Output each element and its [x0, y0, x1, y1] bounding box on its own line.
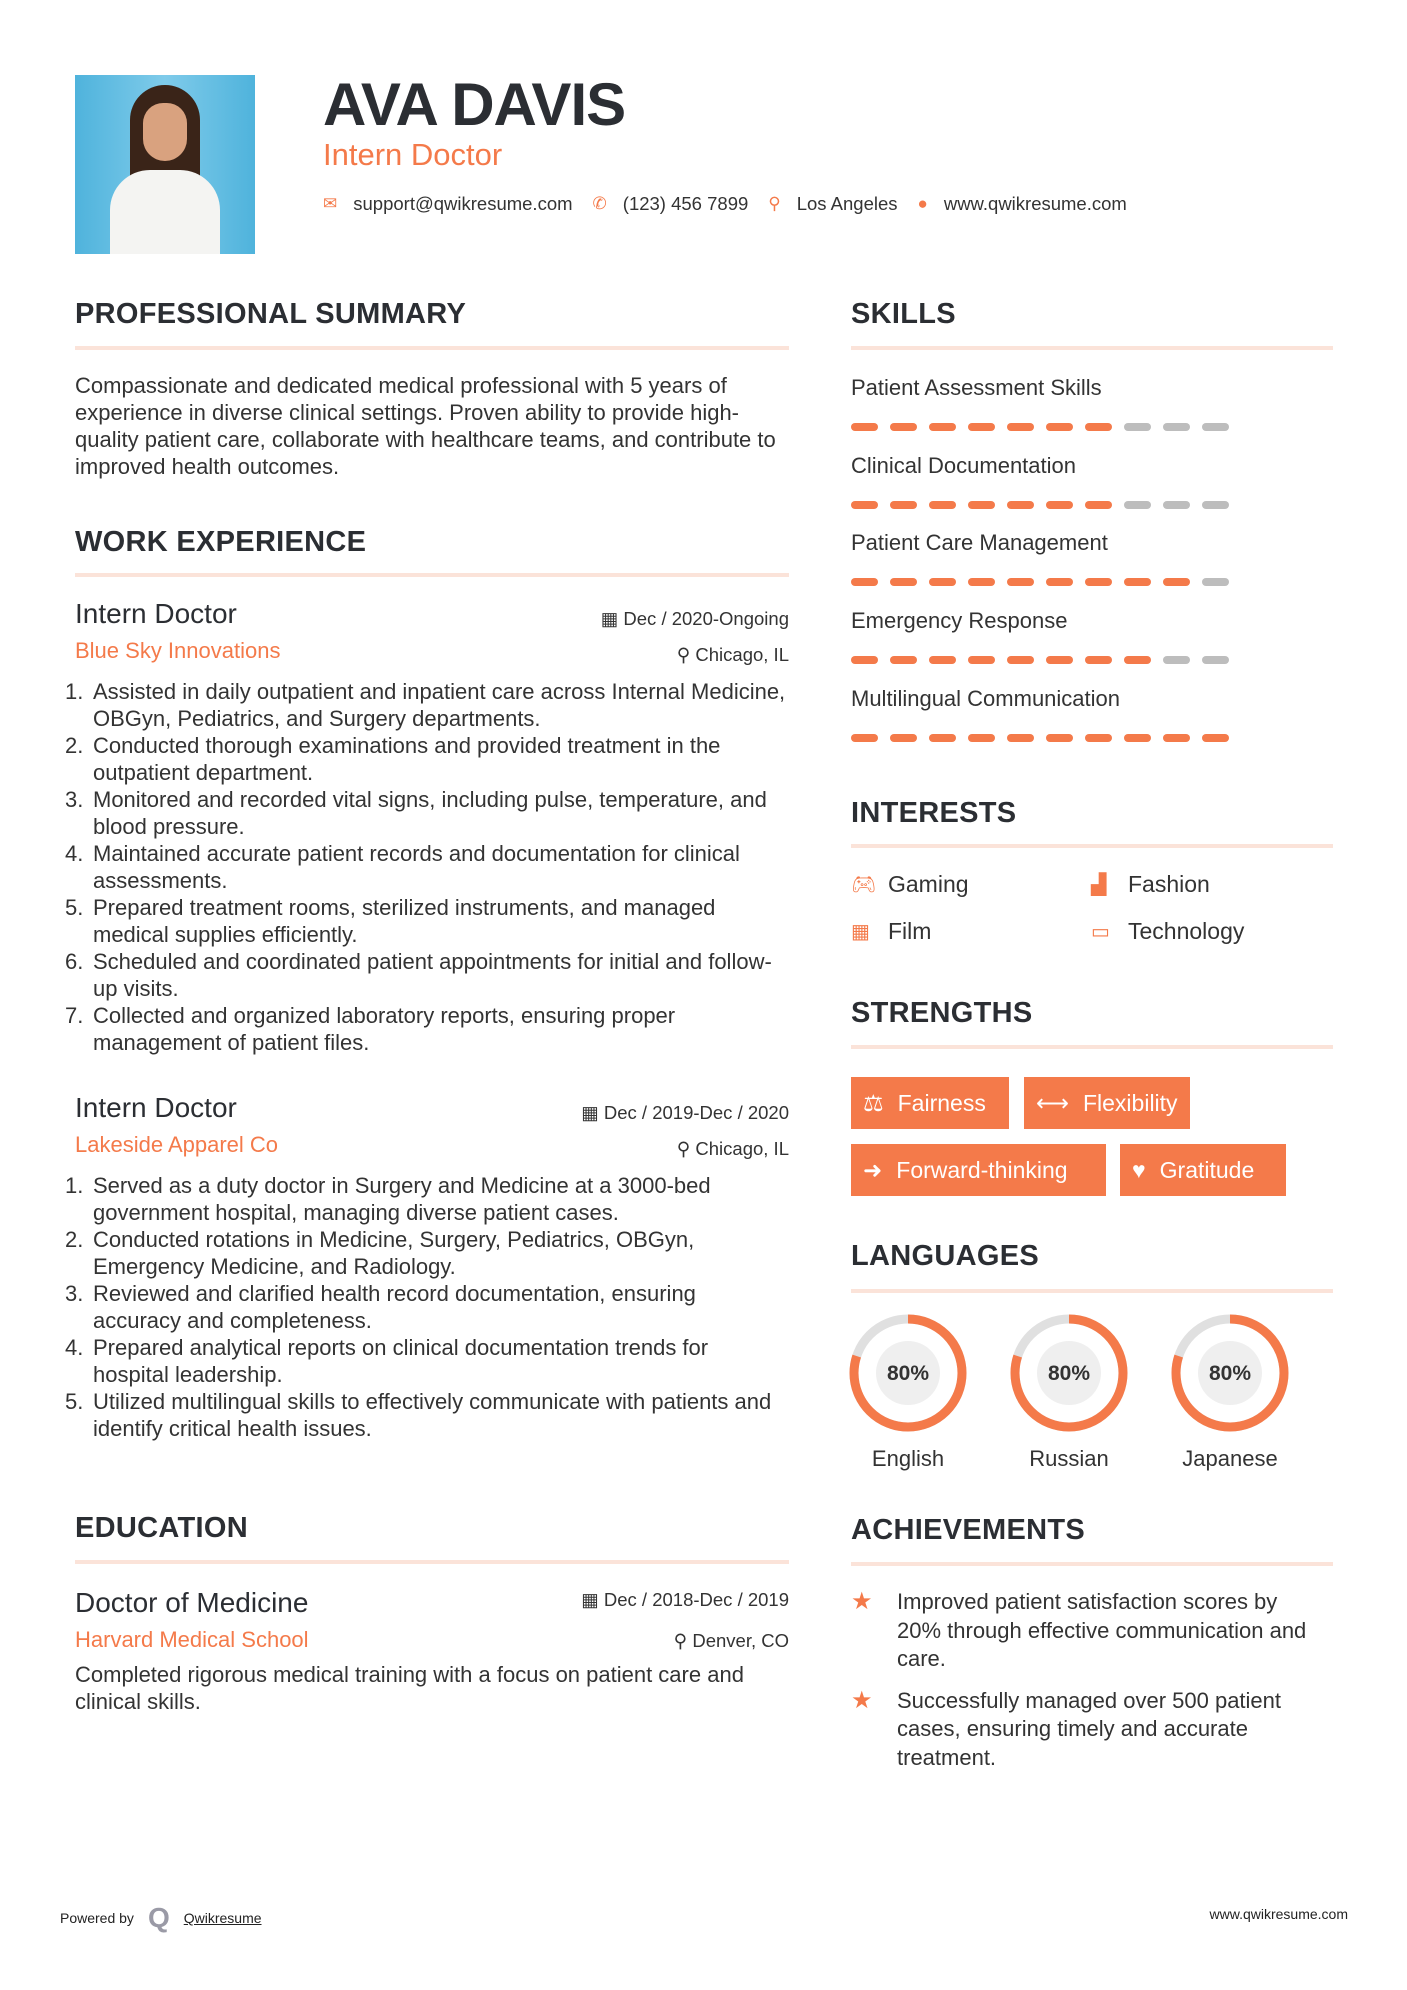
education-heading: EDUCATION — [75, 1512, 248, 1544]
skill-segment — [890, 734, 917, 742]
laptop-icon: ▭ — [1091, 921, 1110, 943]
shopping-bag-icon: ▟ — [1091, 874, 1107, 896]
duty-item: 4. Maintained accurate patient records and documentation for clinical assessments. — [65, 841, 740, 893]
skill-segment — [968, 578, 995, 586]
item-number: 5. — [65, 895, 84, 920]
skill-segment — [968, 501, 995, 509]
languages-list — [846, 1311, 1292, 1472]
job-title: Intern Doctor — [75, 1092, 237, 1123]
skill-level-bar — [851, 501, 1333, 509]
strength-tag: ♥ Gratitude — [1120, 1144, 1286, 1196]
interest-item: ▭ Technology — [1091, 918, 1245, 944]
language-item — [846, 1311, 970, 1472]
duty-item: 3. Monitored and recorded vital signs, including pulse, temperature, and blood pressure. — [65, 787, 767, 839]
gamepad-icon: 🎮︎ — [851, 874, 877, 896]
interest-item: ▟ Fashion — [1091, 871, 1210, 897]
item-number: 3. — [65, 787, 84, 812]
skill-segment — [929, 578, 956, 586]
skill-item — [851, 608, 1333, 686]
skill-segment — [1085, 423, 1112, 431]
footer-url[interactable]: www.qwikresume.com — [1209, 1906, 1348, 1922]
job-location: ⚲ Chicago, IL — [676, 644, 789, 665]
work-heading: WORK EXPERIENCE — [75, 526, 367, 558]
skill-level-bar — [851, 578, 1333, 586]
skill-segment — [1124, 423, 1151, 431]
phone-icon: ✆ — [592, 194, 607, 213]
job-duties — [65, 678, 789, 1056]
film-icon: ▦ — [851, 921, 870, 943]
skill-segment — [1046, 578, 1073, 586]
duty-item: 7. Collected and organized laboratory reports, ensuring proper management of patient files. — [65, 1003, 676, 1055]
achievements-list — [851, 1588, 1333, 1772]
divider — [75, 346, 789, 350]
skill-segment — [851, 656, 878, 664]
candidate-title: Intern Doctor — [323, 137, 503, 172]
skill-level-bar — [851, 423, 1333, 431]
item-number: 1. — [65, 679, 84, 704]
skill-segment — [1007, 734, 1034, 742]
skill-level-bar — [851, 656, 1333, 664]
item-number: 4. — [65, 1335, 84, 1360]
item-number: 2. — [65, 733, 84, 758]
skill-segment — [929, 501, 956, 509]
skill-segment — [1007, 578, 1034, 586]
skill-segment — [1046, 734, 1073, 742]
language-name: Japanese — [1182, 1446, 1278, 1471]
skill-item — [851, 530, 1333, 608]
item-number: 6. — [65, 949, 84, 974]
interests-list — [851, 871, 1333, 945]
skill-segment — [851, 423, 878, 431]
skill-segment — [1163, 423, 1190, 431]
calendar-icon: ▦ — [581, 1102, 604, 1123]
education-entry — [75, 1587, 789, 1715]
skill-segment — [929, 734, 956, 742]
skill-segment — [1085, 501, 1112, 509]
brand-link[interactable]: Qwikresume — [183, 1910, 262, 1926]
skill-segment — [968, 423, 995, 431]
skills-list — [851, 375, 1333, 763]
language-name: English — [871, 1446, 945, 1471]
skill-name: Clinical Documentation — [851, 452, 1076, 478]
skill-segment — [890, 423, 917, 431]
skill-segment — [1085, 578, 1112, 586]
skill-segment — [1163, 578, 1190, 586]
skill-segment — [1202, 578, 1229, 586]
skill-segment — [1085, 656, 1112, 664]
calendar-icon: ▦ — [581, 1589, 604, 1610]
skill-segment — [851, 734, 878, 742]
skill-segment — [1163, 501, 1190, 509]
arrow-right-icon: ➜ — [863, 1156, 883, 1183]
strength-tag: ⚖ Fairness — [851, 1077, 1009, 1129]
summary-heading: PROFESSIONAL SUMMARY — [75, 298, 467, 330]
pin-icon: ⚲ — [673, 1630, 693, 1651]
skill-segment — [1202, 734, 1229, 742]
skill-segment — [1124, 734, 1151, 742]
skill-segment — [968, 734, 995, 742]
divider — [75, 1560, 789, 1564]
skill-segment — [1046, 501, 1073, 509]
footer-powered: Powered by Q Qwikresume — [60, 1902, 262, 1933]
interests-heading: INTERESTS — [851, 797, 1017, 829]
duty-item: 1. Assisted in daily outpatient and inpatient care across Internal Medicine, OBGyn, Pediatrics, and Surgery departments. — [65, 679, 786, 731]
job-title: Intern Doctor — [75, 598, 237, 629]
duty-item: 2. Conducted thorough examinations and provided treatment in the outpatient department. — [65, 733, 721, 785]
heart-icon: ♥ — [1132, 1156, 1146, 1183]
skill-segment — [890, 578, 917, 586]
email[interactable]: support@qwikresume.com — [353, 193, 573, 214]
education-location: ⚲ Denver, CO — [673, 1630, 789, 1651]
job-1 — [65, 598, 789, 1056]
language-item — [1007, 1311, 1131, 1472]
contact-bar — [323, 193, 1147, 215]
calendar-icon: ▦ — [600, 608, 624, 629]
map-marker-icon: ⚲ — [768, 194, 781, 213]
duty-item: 2. Conducted rotations in Medicine, Surgery, Pediatrics, OBGyn, Emergency Medicine, and Radiology. — [65, 1227, 695, 1279]
language-donut — [1007, 1311, 1131, 1435]
divider — [851, 844, 1333, 848]
divider — [75, 573, 789, 577]
skill-segment — [851, 501, 878, 509]
skill-name: Patient Care Management — [851, 530, 1108, 556]
skill-segment — [929, 423, 956, 431]
strength-tag: ➜ Forward-thinking — [851, 1144, 1106, 1196]
education-text: Completed rigorous medical training with a focus on patient care and clinical skills. — [75, 1662, 744, 1714]
company: Lakeside Apparel Co — [75, 1132, 279, 1157]
item-number: 2. — [65, 1227, 84, 1252]
school: Harvard Medical School — [75, 1627, 309, 1652]
skill-segment — [1007, 501, 1034, 509]
interest-item: ▦ Film — [851, 918, 932, 944]
skill-segment — [1124, 501, 1151, 509]
degree: Doctor of Medicine — [75, 1587, 309, 1618]
summary-text: Compassionate and dedicated medical professional with 5 years of experience in diverse clinical settings. Proven ability to provide high-quality patient care, collaborate with healthcare teams, and contribute to improved health outcomes. — [75, 373, 776, 479]
language-donut — [1168, 1311, 1292, 1435]
star-icon: ★ — [851, 1588, 873, 1615]
globe-icon: ● — [917, 194, 928, 213]
job-date: ▦ Dec / 2020-Ongoing — [600, 608, 789, 629]
divider — [851, 1289, 1333, 1293]
skill-segment — [1124, 578, 1151, 586]
strengths-heading: STRENGTHS — [851, 997, 1033, 1029]
skill-segment — [1124, 656, 1151, 664]
skill-segment — [1202, 656, 1229, 664]
achievements-heading: ACHIEVEMENTS — [851, 1514, 1086, 1546]
language-percent: 80% — [1047, 1362, 1091, 1385]
item-number: 3. — [65, 1281, 84, 1306]
job-date: ▦ Dec / 2019-Dec / 2020 — [581, 1102, 789, 1123]
star-icon: ★ — [851, 1686, 873, 1714]
item-number: 4. — [65, 841, 84, 866]
achievement-item: ★ Successfully managed over 500 patient cases, ensuring timely and accurate treatment. — [851, 1687, 1333, 1773]
skill-segment — [968, 656, 995, 664]
job-location: ⚲ Chicago, IL — [676, 1138, 789, 1159]
profile-photo — [75, 75, 255, 254]
pin-icon: ⚲ — [676, 1138, 696, 1159]
language-item — [1168, 1311, 1292, 1472]
company: Blue Sky Innovations — [75, 638, 281, 663]
skill-name: Emergency Response — [851, 608, 1068, 634]
balance-scale-icon: ⚖ — [863, 1089, 884, 1116]
skill-level-bar — [851, 734, 1333, 742]
interest-item: 🎮︎ Gaming — [851, 871, 969, 897]
envelope-icon: ✉ — [323, 194, 338, 213]
skill-segment — [929, 656, 956, 664]
item-number: 5. — [65, 1389, 84, 1414]
language-percent: 80% — [886, 1362, 930, 1385]
duty-item: 1. Served as a duty doctor in Surgery and Medicine at a 3000-bed government hospital, managing diverse patient cases. — [65, 1173, 711, 1225]
duty-item: 4. Prepared analytical reports on clinical documentation trends for hospital leadership. — [65, 1335, 709, 1387]
location: Los Angeles — [796, 193, 898, 214]
skills-heading: SKILLS — [851, 298, 956, 330]
language-percent: 80% — [1208, 1362, 1252, 1385]
divider — [851, 346, 1333, 350]
skill-segment — [890, 501, 917, 509]
skill-segment — [1163, 734, 1190, 742]
skill-segment — [1007, 423, 1034, 431]
skill-name: Multilingual Communication — [851, 685, 1121, 711]
skill-segment — [1202, 501, 1229, 509]
skill-segment — [1085, 734, 1112, 742]
achievement-item: ★ Improved patient satisfaction scores by 20% through effective communication and care. — [851, 1588, 1333, 1674]
skill-segment — [1202, 423, 1229, 431]
duty-item: 5. Prepared treatment rooms, sterilized instruments, and managed medical supplies efficiently. — [65, 895, 716, 947]
skill-segment — [1007, 656, 1034, 664]
strength-tag: ⟷ Flexibility — [1024, 1077, 1190, 1129]
website[interactable]: www.qwikresume.com — [943, 193, 1127, 214]
languages-heading: LANGUAGES — [851, 1240, 1039, 1272]
divider — [851, 1045, 1333, 1049]
item-number: 7. — [65, 1003, 84, 1028]
skill-name: Patient Assessment Skills — [851, 375, 1102, 400]
job-2 — [65, 1092, 789, 1442]
skill-item — [851, 453, 1333, 531]
phone: (123) 456 7899 — [622, 193, 749, 214]
arrows-h-icon: ⟷ — [1036, 1089, 1069, 1116]
item-number: 1. — [65, 1173, 84, 1198]
language-donut — [846, 1311, 970, 1435]
skill-segment — [1163, 656, 1190, 664]
job-duties — [65, 1172, 789, 1442]
skill-segment — [890, 656, 917, 664]
duty-item: 3. Reviewed and clarified health record documentation, ensuring accuracy and completeness. — [65, 1281, 696, 1333]
skill-item — [851, 686, 1333, 764]
qwikresume-logo-icon: Q — [147, 1902, 170, 1933]
candidate-name: AVA DAVIS — [323, 71, 626, 138]
duty-item: 6. Scheduled and coordinated patient appointments for initial and follow-up visits. — [65, 949, 772, 1001]
skill-segment — [1046, 656, 1073, 664]
skill-segment — [1046, 423, 1073, 431]
duty-item: 5. Utilized multilingual skills to effectively communicate with patients and identify critical health issues. — [65, 1389, 772, 1441]
skill-segment — [851, 578, 878, 586]
education-date: ▦ Dec / 2018-Dec / 2019 — [581, 1589, 789, 1610]
skill-item — [851, 375, 1333, 453]
language-name: Russian — [1029, 1446, 1109, 1471]
pin-icon: ⚲ — [676, 644, 696, 665]
divider — [851, 1562, 1333, 1566]
